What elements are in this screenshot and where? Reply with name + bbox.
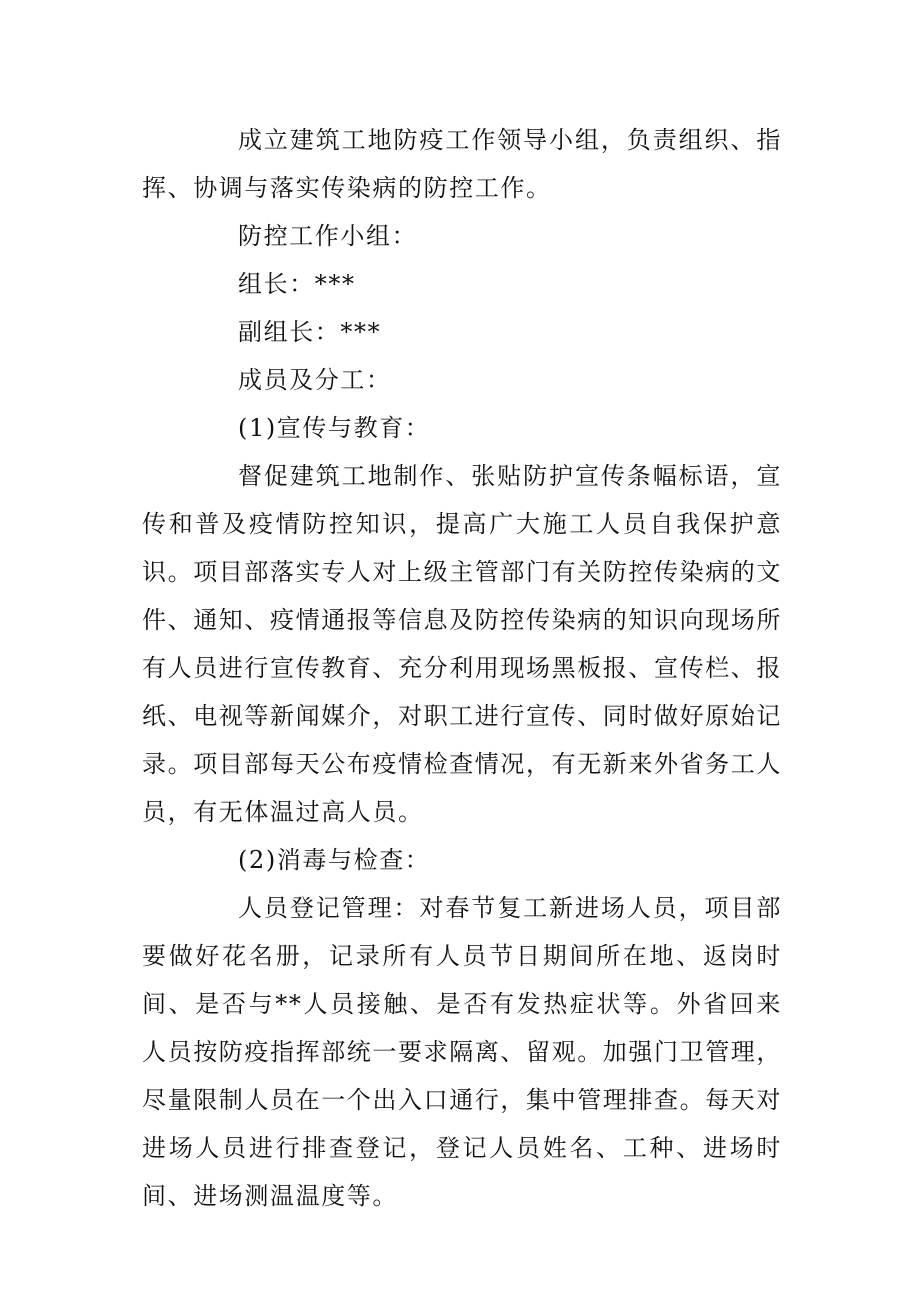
paragraph-team-leader: 组长：*** bbox=[238, 270, 356, 298]
paragraph-control-team: 防控工作小组： bbox=[238, 222, 418, 250]
paragraph-members-division: 成员及分工： bbox=[238, 366, 392, 394]
paragraph-deputy-leader: 副组长：*** bbox=[238, 318, 382, 346]
section-heading-publicity: (1)宣传与教育： bbox=[238, 414, 431, 442]
paragraph-publicity-education: 督促建筑工地制作、张贴防护宣传条幅标语，宣传和普及疫情防控知识，提高广大施工人员自我保护意识。项目部落实专人对上级主管部门有关防控传染病的文件、通知、疫情通报等信息及防控传染病的知识向现场所有人员进行宣传教育、充分利用现场黑板报、宣传栏、报纸、电视等新闻媒介，对职工进行宣传、同时做好原始记录。项目部每天公布疫情检查情况，有无新来外省务工人员，有无体温过高人员。 bbox=[142, 462, 782, 826]
paragraph-leadership-group: 成立建筑工地防疫工作领导小组，负责组织、指挥、协调与落实传染病的防控工作。 bbox=[142, 126, 782, 202]
section-heading-disinfection: (2)消毒与检查： bbox=[238, 846, 431, 874]
document-body bbox=[142, 116, 782, 1220]
paragraph-personnel-registration: 人员登记管理：对春节复工新进场人员，项目部要做好花名册，记录所有人员节日期间所在地、返岗时间、是否与**人员接触、是否有发热症状等。外省回来人员按防疫指挥部统一要求隔离、留观。加强门卫管理，尽量限制人员在一个出入口通行，集中管理排查。每天对进场人员进行排查登记，登记人员姓名、工种、进场时间、进场测温温度等。 bbox=[142, 894, 782, 1210]
